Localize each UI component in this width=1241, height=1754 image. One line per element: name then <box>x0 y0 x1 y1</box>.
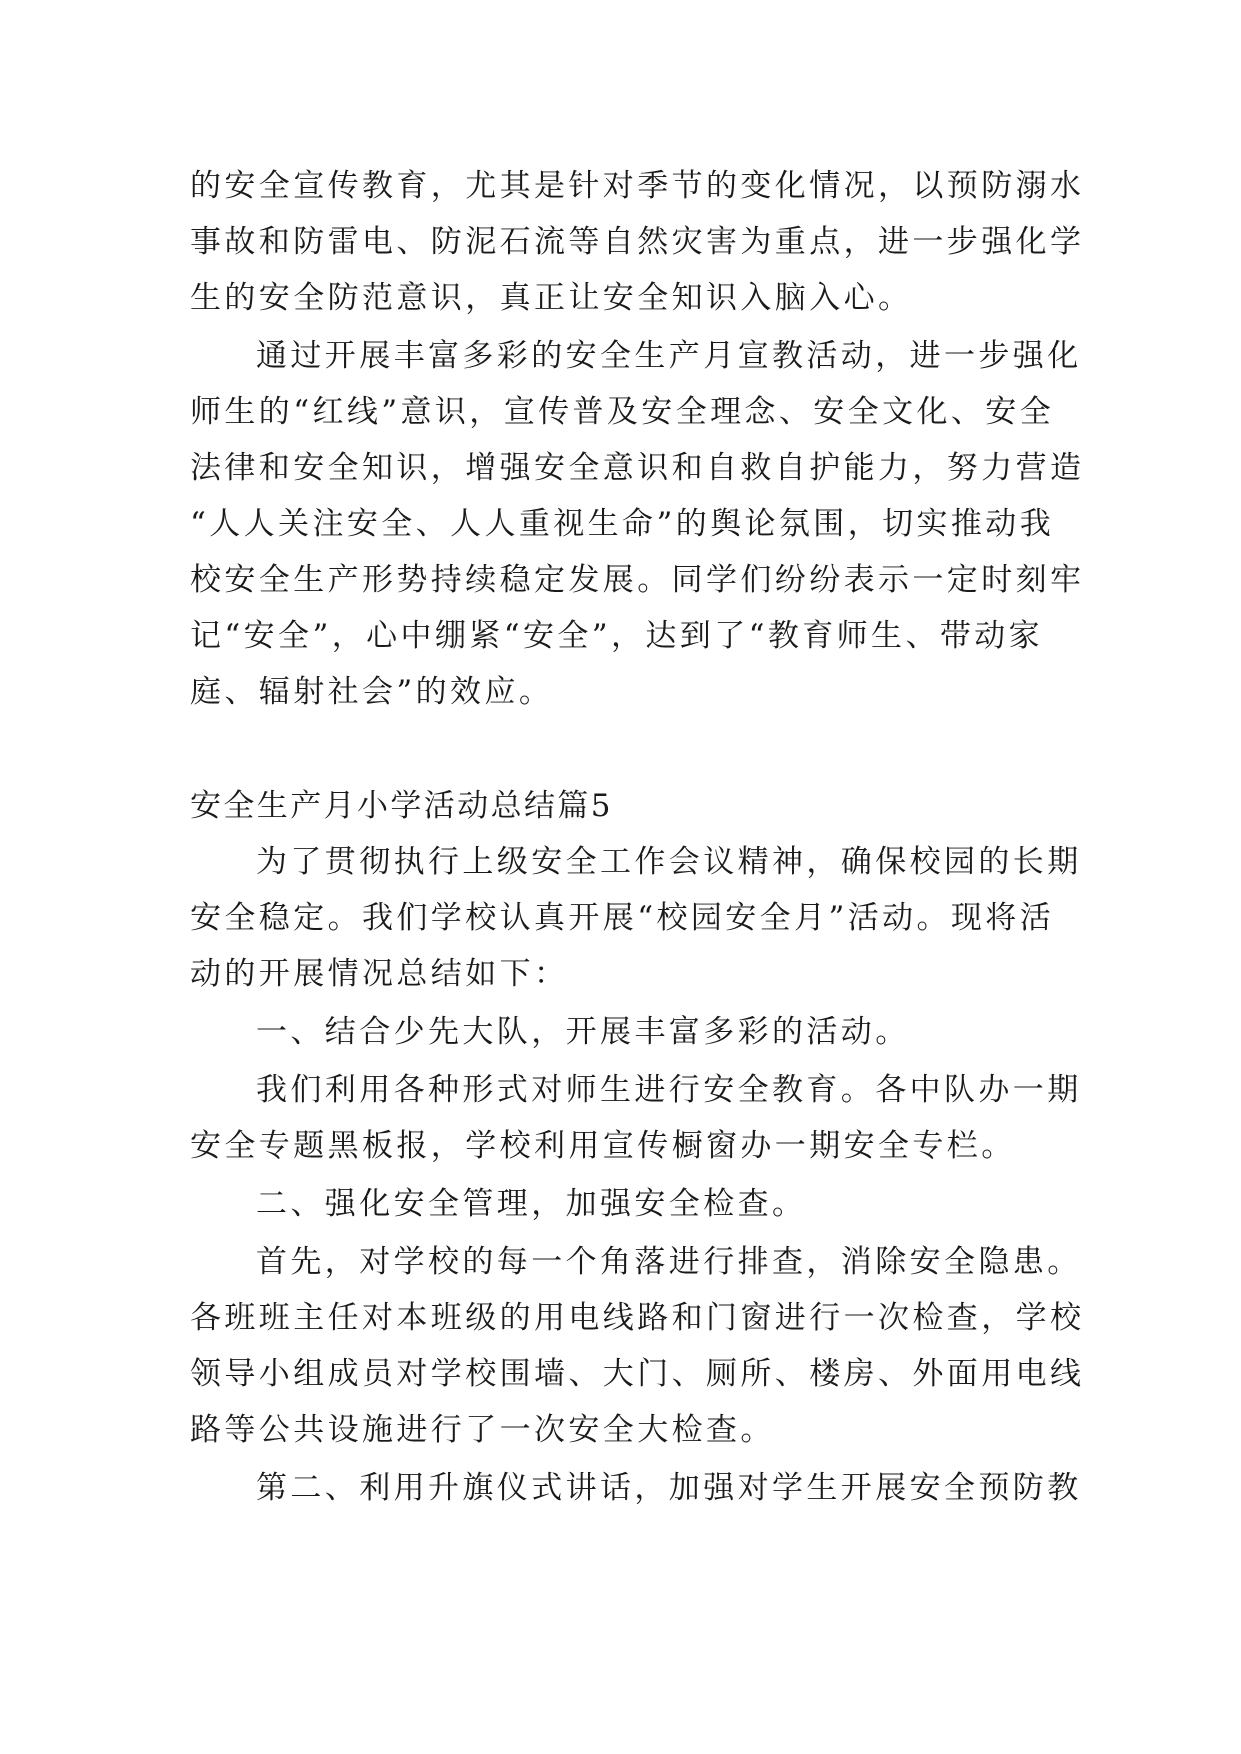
paragraph <box>190 1004 1062 1060</box>
text-line: 安全专题黑板报，学校利用宣传橱窗办一期安全专栏。 <box>190 1128 1016 1164</box>
text-line: 生的安全防范意识，真正让安全知识入脑入心。 <box>190 280 913 316</box>
paragraph <box>190 1176 1062 1232</box>
text-line: 师生的“红线”意识，宣传普及安全理念、安全文化、安全 <box>190 394 1055 430</box>
text-line: 事故和防雷电、防泥石流等自然灾害为重点，进一步强化学 <box>190 224 1085 260</box>
text-line: 的安全宣传教育，尤其是针对季节的变化情况，以预防溺水 <box>190 168 1085 204</box>
text-line: 通过开展丰富多彩的安全生产月宣教活动，进一步强化 <box>256 338 1082 374</box>
text-line: 记“安全”，心中绷紧“安全”，达到了“教育师生、带动家 <box>190 618 1044 654</box>
text-line: 我们利用各种形式对师生进行安全教育。各中队办一期 <box>256 1072 1082 1108</box>
paragraph <box>190 1062 1082 1174</box>
text-line: 一、结合少先大队，开展丰富多彩的活动。 <box>256 1014 910 1050</box>
text-line: 领导小组成员对学校围墙、大门、厕所、楼房、外面用电线 <box>190 1356 1085 1392</box>
text-line: 各班班主任对本班级的用电线路和门窗进行一次检查，学校 <box>190 1300 1085 1336</box>
paragraph <box>190 1234 1085 1458</box>
paragraph <box>190 328 1085 720</box>
text-line: 动的开展情况总结如下： <box>190 956 569 992</box>
text-line: 二、强化安全管理，加强安全检查。 <box>256 1186 807 1222</box>
text-line: 第二、利用升旗仪式讲话，加强对学生开展安全预防教 <box>256 1470 1082 1506</box>
text-line: 庭、辐射社会”的效应。 <box>190 674 554 710</box>
document-page <box>190 158 1085 1516</box>
paragraph <box>190 1460 1082 1516</box>
text-line: 安全稳定。我们学校认真开展“校园安全月”活动。现将活 <box>190 900 1055 936</box>
paragraph <box>190 158 1085 326</box>
text-line: 校安全生产形势持续稳定发展。同学们纷纷表示一定时刻牢 <box>190 562 1085 598</box>
text-line: 为了贯彻执行上级安全工作会议精神，确保校园的长期 <box>256 844 1082 880</box>
paragraph <box>190 834 1082 1002</box>
text-line: 首先，对学校的每一个角落进行排查，消除安全隐患。 <box>256 1244 1082 1280</box>
text-line: 路等公共设施进行了一次安全大检查。 <box>190 1412 775 1448</box>
text-line: “人人关注安全、人人重视生命”的舆论氛围，切实推动我 <box>190 506 1055 542</box>
section-heading: 安全生产月小学活动总结篇5 <box>190 788 613 824</box>
text-line: 法律和安全知识，增强安全意识和自救自护能力，努力营造 <box>190 450 1085 486</box>
